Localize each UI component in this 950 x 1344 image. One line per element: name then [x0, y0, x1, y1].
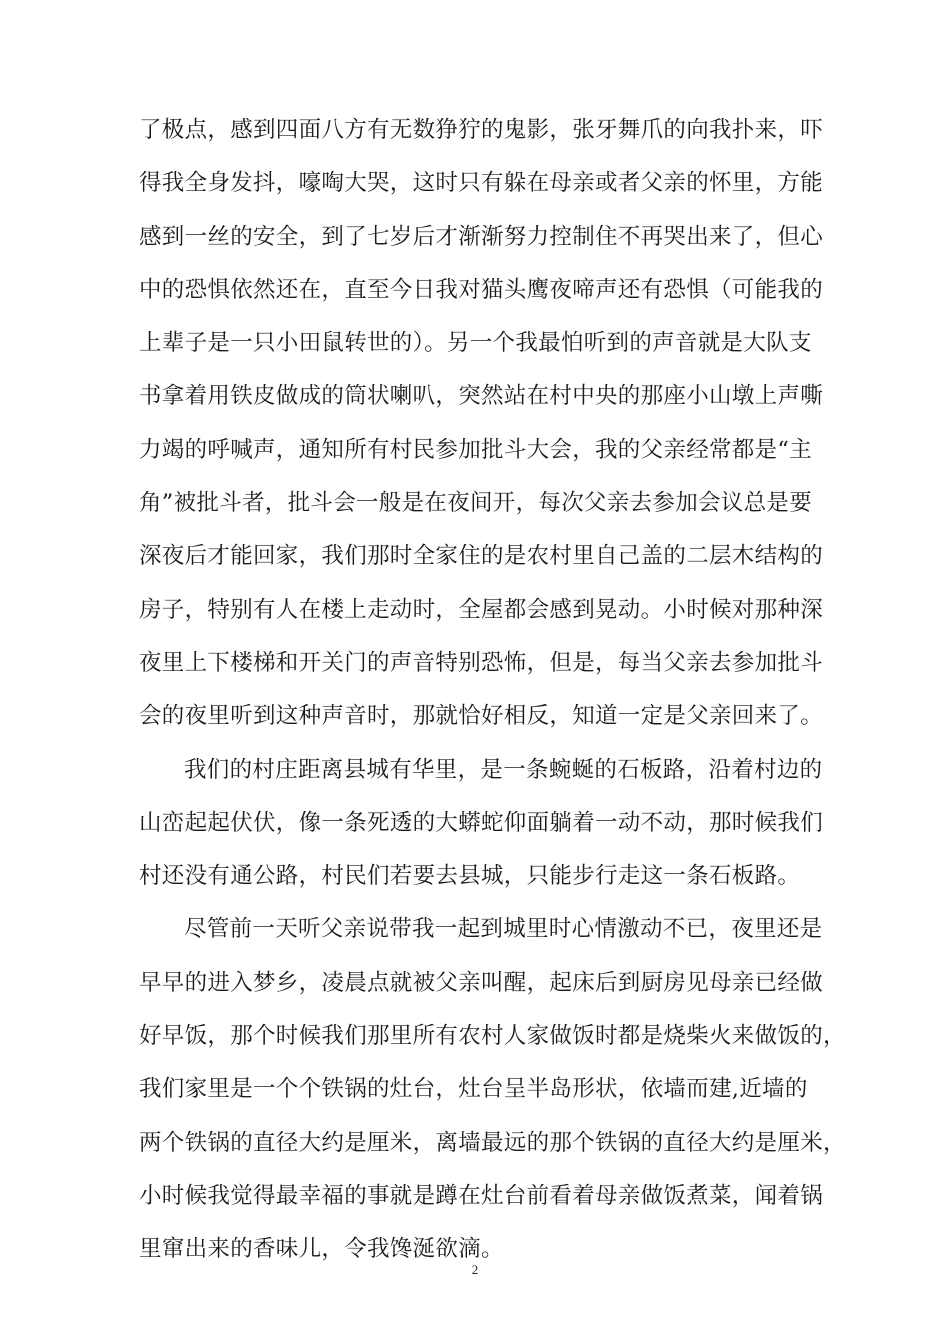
text-line: 我们的村庄距离县城有华里，是一条蜿蜒的石板路，沿着村边的 — [184, 756, 823, 783]
text-line: 感到一丝的安全，到了七岁后才渐渐努力控制住不再哭出来了，但心 — [139, 223, 824, 250]
paragraph — [139, 104, 824, 744]
text-line: 小时候我觉得最幸福的事就是蹲在灶台前看着母亲做饭煮菜，闻着锅 — [139, 1182, 824, 1209]
text-line: 中的恐惧依然还在，直至今日我对猫头鹰夜啼声还有恐惧（可能我的 — [139, 276, 824, 303]
text-line: 里窜出来的香味儿，令我馋涎欲滴。 — [139, 1236, 504, 1263]
text-line: 书拿着用铁皮做成的筒状喇叭，突然站在村中央的那座小山墩上声嘶 — [139, 383, 824, 410]
body-text — [139, 104, 846, 1277]
text-line: 我们家里是一个个铁锅的灶台，灶台呈半岛形状，依墙而建,近墙的 — [139, 1076, 808, 1103]
text-line: 两个铁锅的直径大约是厘米，离墙最远的那个铁锅的直径大约是厘米， — [139, 1129, 846, 1156]
text-line: 角”被批斗者，批斗会一般是在夜间开，每次父亲去参加会议总是要 — [139, 490, 813, 517]
text-line: 上辈子是一只小田鼠转世的）。另一个我最怕听到的声音就是大队支 — [139, 330, 812, 357]
text-line: 房子，特别有人在楼上走动时，全屋都会感到晃动。小时候对那种深 — [139, 596, 824, 623]
paragraph — [139, 744, 824, 904]
text-line: 了极点，感到四面八方有无数狰狞的鬼影，张牙舞爪的向我扑来，吓 — [139, 117, 824, 143]
text-line: 山峦起起伏伏，像一条死透的大蟒蛇仰面躺着一动不动，那时候我们 — [139, 809, 824, 836]
text-line: 得我全身发抖，嚎啕大哭，这时只有躲在母亲或者父亲的怀里，方能 — [139, 170, 824, 197]
text-line: 夜里上下楼梯和开关门的声音特别恐怖，但是，每当父亲去参加批斗 — [139, 649, 824, 676]
paragraph — [139, 903, 846, 1276]
page-number: 2 — [471, 1262, 479, 1277]
text-line: 早早的进入梦乡，凌晨点就被父亲叫醒，起床后到厨房见母亲已经做 — [139, 969, 824, 996]
text-line: 深夜后才能回家，我们那时全家住的是农村里自己盖的二层木结构的 — [139, 543, 824, 570]
text-line: 会的夜里听到这种声音时，那就恰好相反，知道一定是父亲回来了。 — [139, 703, 824, 730]
text-line: 力竭的呼喊声，通知所有村民参加批斗大会，我的父亲经常都是“主 — [139, 436, 813, 463]
text-line: 好早饭，那个时候我们那里所有农村人家做饭时都是烧柴火来做饭的， — [139, 1023, 846, 1050]
text-line: 村还没有通公路，村民们若要去县城，只能步行走这一条石板路。 — [139, 863, 801, 890]
text-line: 尽管前一天听父亲说带我一起到城里时心情激动不已，夜里还是 — [184, 916, 823, 943]
